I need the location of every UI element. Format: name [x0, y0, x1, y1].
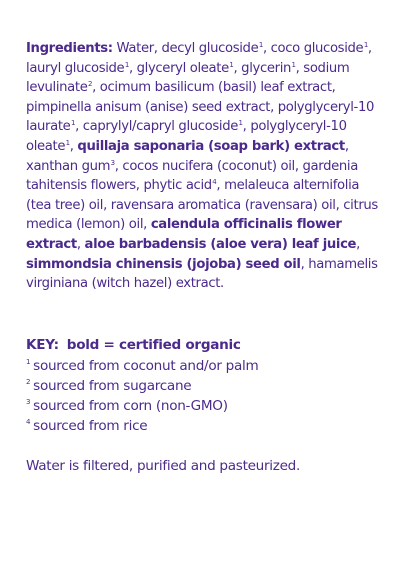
organic-ingredient: calendula officinalis flower extract: [26, 217, 342, 252]
ingredient-text: , lauryl glucoside: [26, 41, 372, 76]
footnote-text: sourced from coconut and/or palm: [33, 357, 259, 374]
water-note: Water is filtered, purified and pasteurized.: [26, 457, 300, 474]
ingredient-text: , hamamelis virginiana (witch hazel) extract.: [26, 256, 378, 292]
ingredients-label: Ingredients:: [26, 41, 113, 56]
organic-ingredient: simmondsia chinensis (jojoba) seed oil: [26, 256, 301, 272]
organic-ingredient: quillaja saponaria (soap bark) extract: [77, 138, 345, 154]
ingredient-text: ,: [356, 236, 360, 252]
footnote-marker: 1: [229, 60, 234, 69]
footnote-marker: 1: [238, 119, 243, 128]
footnote-number: 1: [26, 357, 31, 366]
key-label: KEY:: [26, 336, 59, 353]
footnote-marker: 3: [110, 158, 115, 167]
ingredient-text: , polyglyceryl-10 oleate: [26, 119, 347, 154]
ingredient-text: , glyceryl oleate: [128, 60, 229, 76]
footnote-item: [26, 396, 382, 416]
ingredient-text: , cocos nucifera (coconut) oil, gardenia tahitensis flowers, phytic acid: [26, 158, 358, 194]
footnote-item: [26, 376, 382, 396]
footnote-marker: 1: [65, 138, 70, 147]
footnote-number: 4: [26, 418, 31, 427]
footnote-text: sourced from rice: [33, 418, 148, 435]
footnote-text: sourced from sugarcane: [33, 377, 192, 394]
ingredient-text: , sodium levulinate: [26, 60, 350, 96]
ingredient-text: , xanthan gum: [26, 138, 349, 174]
footnote-marker: 1: [70, 119, 76, 128]
ingredient-text: , glycerin: [233, 60, 292, 76]
footnote-marker: 1: [124, 60, 129, 69]
footnote-item: [26, 416, 382, 436]
ingredient-text: , caprylyl/capryl glucoside: [75, 119, 239, 135]
footnote-list: [26, 356, 382, 437]
ingredient-text: , melaleuca alternifolia (tea tree) oil, ravensara aromatica (ravensara) oil, citrus medica (lemon) oil,: [26, 178, 378, 233]
footnote-number: 3: [26, 398, 31, 407]
footnote-marker: 4: [212, 178, 217, 187]
ingredient-text: ,: [76, 236, 85, 252]
ingredient-text: , coco glucoside: [262, 41, 364, 56]
footnote-marker: 1: [363, 41, 368, 49]
footnote-item: [26, 356, 382, 376]
footnote-number: 2: [26, 377, 31, 386]
ingredient-text: , ocimum basilicum (basil) leaf extract, pimpinella anisum (anise) seed extract, polyglyceryl-10 laurate: [26, 80, 375, 135]
footnote-marker: 2: [88, 80, 93, 89]
footnote-marker: 1: [291, 60, 296, 69]
ingredient-text: ,: [69, 138, 78, 154]
ingredient-text: Water, decyl glucoside: [112, 41, 259, 56]
footnote-marker: 1: [258, 41, 263, 49]
ingredients-paragraph: [26, 39, 382, 294]
key-legend: bold = certified organic: [66, 336, 241, 353]
organic-ingredient: aloe barbadensis (aloe vera) leaf juice: [84, 236, 357, 252]
key-heading: [26, 334, 382, 356]
footnote-text: sourced from corn (non-GMO): [33, 398, 228, 415]
